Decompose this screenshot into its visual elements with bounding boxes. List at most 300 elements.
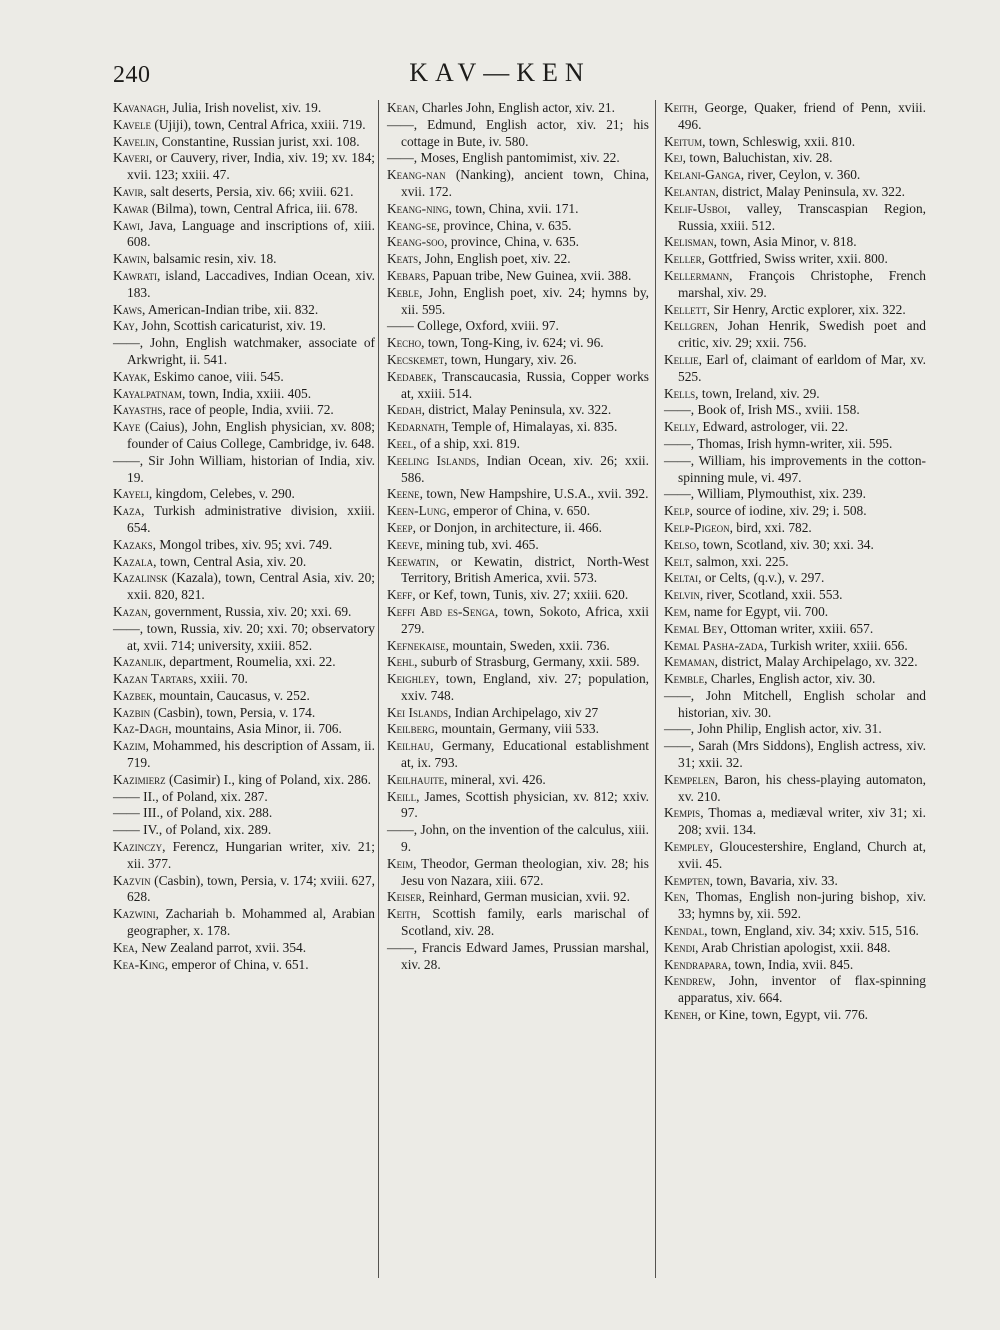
entry-text: (Nanking), ancient town, China, xvii. 172. xyxy=(401,167,649,199)
entry-headword: Kempley xyxy=(664,839,710,855)
index-entry xyxy=(664,638,926,655)
index-entry xyxy=(664,688,926,722)
index-entry xyxy=(387,402,649,419)
index-entry xyxy=(113,386,375,403)
index-entry xyxy=(387,738,649,772)
entry-text: (Casbin), town, Persia, v. 174. xyxy=(150,704,316,720)
entry-headword: Kazbek xyxy=(113,687,153,703)
index-entry xyxy=(664,923,926,940)
entry-text: ——, Moses, English pantomimist, xiv. 22. xyxy=(387,150,620,166)
entry-text: , Charles John, English actor, xiv. 21. xyxy=(415,100,615,115)
entry-headword: Kelp xyxy=(664,503,690,519)
entry-headword: Kazaks xyxy=(113,536,153,552)
index-entry xyxy=(387,721,649,738)
index-entry xyxy=(664,654,926,671)
index-entry xyxy=(113,738,375,772)
entry-text: ——, John Mitchell, English scholar and historian, xiv. 30. xyxy=(664,687,926,720)
index-entry xyxy=(387,117,649,151)
index-entry xyxy=(664,738,926,772)
entry-headword: Kazinczy xyxy=(113,839,163,855)
entry-headword: Kawar xyxy=(113,200,149,216)
entry-text: , balsamic resin, xiv. 18. xyxy=(146,251,277,267)
entry-text: , John, Scottish caricaturist, xiv. 19. xyxy=(134,318,326,334)
entry-headword: Kayeli xyxy=(113,486,149,502)
index-entry xyxy=(664,302,926,319)
entry-headword: Kay xyxy=(113,318,135,334)
entry-text: , district, Malay Archipelago, xv. 322. xyxy=(714,654,918,670)
index-entry xyxy=(664,873,926,890)
index-entry xyxy=(113,486,375,503)
entry-text: ——, Book of, Irish MS., xviii. 158. xyxy=(664,402,860,418)
entry-text: , town, Tong-King, iv. 624; vi. 96. xyxy=(421,335,604,351)
index-entry xyxy=(664,772,926,806)
entry-text: , John, English poet, xiv. 24; hymns by, xii. 595. xyxy=(401,284,649,317)
index-entry xyxy=(664,721,926,738)
entry-headword: Keang-ning xyxy=(387,200,449,216)
index-entry xyxy=(387,251,649,268)
entry-headword: Kendi xyxy=(664,939,696,955)
entry-text: , town, Bavaria, xiv. 33. xyxy=(709,872,838,888)
entry-text: (Bilma), town, Central Africa, iii. 678. xyxy=(148,200,358,216)
entry-text: —— College, Oxford, xviii. 97. xyxy=(387,318,559,334)
index-entry xyxy=(113,184,375,201)
entry-headword: Kendrapara xyxy=(664,956,728,972)
entry-text: , province, China, v. 635. xyxy=(436,217,572,233)
entry-text: —— II., of Poland, xix. 287. xyxy=(113,788,268,804)
entry-text: , island, Laccadives, Indian Ocean, xiv. 183. xyxy=(127,267,375,300)
entry-text: , town, Ireland, xiv. 29. xyxy=(695,385,820,401)
entry-headword: Kazan xyxy=(113,603,148,619)
index-entry xyxy=(387,940,649,974)
entry-text: , Ottoman writer, xxiii. 657. xyxy=(723,620,874,636)
entry-text: , town, England, xiv. 34; xxiv. 515, 516. xyxy=(704,923,919,939)
entry-text: , emperor of China, v. 650. xyxy=(446,503,591,519)
index-entry xyxy=(664,453,926,487)
index-entry xyxy=(113,570,375,604)
entry-text: , Germany, Educational establishment at, ix. 793. xyxy=(401,738,649,771)
entry-headword: Kayak xyxy=(113,368,147,384)
entry-headword: Ken xyxy=(664,889,686,905)
index-column-3 xyxy=(664,100,926,1024)
entry-text: , John, inventor of flax-spinning apparatus, xiv. 664. xyxy=(678,973,926,1006)
entry-text: , mineral, xvi. 426. xyxy=(444,771,546,787)
index-entry xyxy=(113,134,375,151)
entry-text: —— III., of Poland, xix. 288. xyxy=(113,805,273,821)
entry-text: (Kazala), town, Central Asia, xiv. 20; xxii. 820, 821. xyxy=(127,570,375,603)
index-entry xyxy=(664,503,926,520)
index-entry xyxy=(664,957,926,974)
entry-text: , salmon, xxi. 225. xyxy=(689,553,789,569)
index-entry xyxy=(113,369,375,386)
entry-text: , river, Ceylon, v. 360. xyxy=(740,167,861,183)
index-entry xyxy=(387,285,649,319)
entry-headword: Keble xyxy=(387,284,420,300)
entry-headword: Kellgren xyxy=(664,318,715,334)
entry-text: , Constantine, Russian jurist, xxi. 108. xyxy=(155,133,360,149)
entry-headword: Kea-King xyxy=(113,956,165,972)
entry-text: , Thomas, English non-juring bishop, xiv. 33; hymns by, xii. 592. xyxy=(678,889,926,922)
entry-text: , district, Malay Peninsula, xv. 322. xyxy=(421,402,612,418)
index-entry xyxy=(113,251,375,268)
entry-text: ——, Francis Edward James, Prussian marshal, xiv. 28. xyxy=(387,939,649,972)
entry-headword: Kayasths xyxy=(113,402,163,418)
index-entry xyxy=(387,638,649,655)
index-entry xyxy=(664,940,926,957)
entry-headword: Kelly xyxy=(664,419,696,435)
entry-text: , François Christophe, French marshal, xiv. 29. xyxy=(678,267,926,300)
entry-headword: Keith xyxy=(664,100,695,115)
index-entry xyxy=(113,402,375,419)
entry-text: , Charles, English actor, xiv. 30. xyxy=(704,671,876,687)
index-entry xyxy=(113,805,375,822)
entry-text: ——, Sarah (Mrs Siddons), English actress, xiv. 31; xxii. 32. xyxy=(664,738,926,771)
entry-headword: Keilberg xyxy=(387,721,435,737)
entry-headword: Keller xyxy=(664,251,702,267)
index-entry xyxy=(387,906,649,940)
entry-text: , Indian Archipelago, xiv 27 xyxy=(447,704,599,720)
index-entry xyxy=(113,822,375,839)
index-entry xyxy=(664,587,926,604)
entry-headword: Keim xyxy=(387,855,414,871)
entry-text: ——, Thomas, Irish hymn-writer, xii. 595. xyxy=(664,435,893,451)
entry-headword: Kej xyxy=(664,150,683,166)
entry-headword: Kei Islands xyxy=(387,704,448,720)
entry-text: , Arab Christian apologist, xxii. 848. xyxy=(695,939,891,955)
index-entry xyxy=(387,537,649,554)
entry-headword: Keltai xyxy=(664,570,699,586)
entry-text: , Mongol tribes, xiv. 95; xvi. 749. xyxy=(152,536,333,552)
entry-headword: Kaye xyxy=(113,419,141,435)
entry-text: , town, Schleswig, xxii. 810. xyxy=(702,133,856,149)
index-entry xyxy=(387,520,649,537)
entry-headword: Keen-Lung xyxy=(387,503,447,519)
index-entry xyxy=(113,705,375,722)
entry-headword: Keep xyxy=(387,519,413,535)
entry-text: , Julia, Irish novelist, xiv. 19. xyxy=(165,100,322,115)
index-entry xyxy=(664,167,926,184)
entry-text: , or Celts, (q.v.), v. 297. xyxy=(698,570,825,586)
index-entry xyxy=(664,402,926,419)
entry-headword: Keneh xyxy=(664,1007,698,1023)
entry-headword: Kazim xyxy=(113,738,146,754)
index-entry xyxy=(387,369,649,403)
index-entry xyxy=(387,705,649,722)
entry-headword: Kelp-Pigeon xyxy=(664,519,730,535)
entry-headword: Kecho xyxy=(387,335,422,351)
entry-text: , Johan Henrik, Swedish poet and critic, xiv. 29; xxii. 756. xyxy=(678,318,926,351)
index-entry xyxy=(387,671,649,705)
index-entry xyxy=(664,520,926,537)
entry-text: , town, England, xiv. 27; population, xxiv. 748. xyxy=(401,671,649,703)
page-number: 240 xyxy=(113,62,151,88)
index-entry xyxy=(664,150,926,167)
entry-text: , Earl of, claimant of earldom of Mar, xv. 525. xyxy=(678,351,926,384)
entry-headword: Kelt xyxy=(664,553,690,569)
entry-headword: Kempelen xyxy=(664,771,716,787)
entry-headword: Kebars xyxy=(387,267,426,283)
column-rule xyxy=(378,100,379,1278)
entry-headword: Kempis xyxy=(664,805,701,821)
index-entry xyxy=(664,805,926,839)
entry-text: , Turkish administrative division, xxiii. 654. xyxy=(127,503,375,535)
entry-text: , Reinhard, German musician, xvii. 92. xyxy=(421,889,630,905)
index-entry xyxy=(664,134,926,151)
entry-text: , Mohammed, his description of Assam, ii. 719. xyxy=(127,738,375,771)
entry-text: , department, Roumelia, xxi. 22. xyxy=(162,654,336,670)
entry-headword: Kaws xyxy=(113,301,142,317)
index-entry xyxy=(387,268,649,285)
entry-text: , emperor of China, v. 651. xyxy=(164,956,309,972)
index-entry xyxy=(113,940,375,957)
index-entry xyxy=(387,150,649,167)
entry-text: , town, China, xvii. 171. xyxy=(448,200,579,216)
index-entry xyxy=(387,100,649,117)
entry-headword: Kellett xyxy=(664,301,707,317)
index-entry xyxy=(664,386,926,403)
entry-text: ——, town, Russia, xiv. 20; xxi. 70; observatory at, xvii. 714; university, xxiii. 852. xyxy=(113,620,375,653)
entry-headword: Kelisman xyxy=(664,234,714,250)
index-entry xyxy=(113,503,375,537)
entry-headword: Kazimierz xyxy=(113,771,166,787)
entry-text: , George, Quaker, friend of Penn, xviii. 496. xyxy=(678,100,926,132)
index-entry xyxy=(664,318,926,352)
entry-headword: Kazwini xyxy=(113,906,156,922)
entry-text: , province, China, v. 635. xyxy=(444,234,580,250)
entry-headword: Keiser xyxy=(387,889,422,905)
index-entry xyxy=(113,671,375,688)
index-entry xyxy=(664,352,926,386)
index-entry xyxy=(113,654,375,671)
entry-headword: Kea xyxy=(113,939,135,955)
index-entry xyxy=(664,973,926,1007)
entry-headword: Keilhauite xyxy=(387,771,445,787)
index-entry xyxy=(664,100,926,134)
entry-text: , mountain, Caucasus, v. 252. xyxy=(152,687,310,703)
index-column-2 xyxy=(387,100,649,973)
index-entry xyxy=(113,839,375,873)
entry-headword: Keang-nan xyxy=(387,167,446,183)
entry-text: , town, India, xxiii. 405. xyxy=(182,385,312,401)
index-entry xyxy=(387,352,649,369)
index-entry xyxy=(113,537,375,554)
index-entry xyxy=(664,184,926,201)
entry-headword: Kendal xyxy=(664,923,705,939)
entry-text: , district, Malay Peninsula, xv. 322. xyxy=(715,183,906,199)
entry-headword: Keeve xyxy=(387,536,420,552)
entry-text: , Baron, his chess-playing automaton, xv. 210. xyxy=(678,771,926,804)
entry-text: , river, Scotland, xxii. 553. xyxy=(699,587,843,603)
entry-text: , Turkish writer, xxiii. 656. xyxy=(763,637,908,653)
index-entry xyxy=(113,453,375,487)
index-entry xyxy=(664,268,926,302)
entry-text: ——, John Philip, English actor, xiv. 31. xyxy=(664,721,882,737)
index-entry xyxy=(113,419,375,453)
index-entry xyxy=(387,436,649,453)
entry-headword: Kavele xyxy=(113,116,152,132)
index-entry xyxy=(664,537,926,554)
entry-headword: Kavanagh xyxy=(113,100,166,115)
index-entry xyxy=(113,789,375,806)
index-entry xyxy=(113,873,375,907)
index-entry xyxy=(387,503,649,520)
entry-headword: Kayalpatnam xyxy=(113,385,183,401)
entry-headword: Kelso xyxy=(664,536,697,552)
entry-headword: Kavelin xyxy=(113,133,156,149)
entry-text: , New Zealand parrot, xvii. 354. xyxy=(134,939,307,955)
entry-text: , Thomas a, mediæval writer, xiv 31; xi. 208; xvii. 134. xyxy=(678,805,926,838)
entry-text: , town, Scotland, xiv. 30; xxi. 34. xyxy=(696,536,874,552)
page-header xyxy=(0,58,1000,96)
index-entry xyxy=(387,856,649,890)
entry-headword: Kendrew xyxy=(664,973,713,989)
entry-text: (Caius), John, English physician, xv. 808; founder of Caius College, Cambridge, iv. 648. xyxy=(127,419,375,451)
entry-headword: Keang-soo xyxy=(387,234,445,250)
entry-text: (Casimir) I., king of Poland, xix. 286. xyxy=(165,771,371,787)
index-entry xyxy=(113,688,375,705)
entry-headword: Kehl xyxy=(387,654,415,670)
entry-text: , American-Indian tribe, xii. 832. xyxy=(141,301,319,317)
entry-text: , John, English poet, xiv. 22. xyxy=(418,251,571,267)
entry-headword: Kaza xyxy=(113,503,142,519)
entry-text: , mining tub, xvi. 465. xyxy=(419,536,539,552)
index-entry xyxy=(664,486,926,503)
entry-text: , race of people, India, xviii. 72. xyxy=(162,402,334,418)
index-entry xyxy=(387,772,649,789)
entry-headword: Keith xyxy=(387,906,418,922)
index-entry xyxy=(664,436,926,453)
index-column-1 xyxy=(113,100,375,973)
entry-headword: Kempten xyxy=(664,872,710,888)
entry-headword: Keffi Abd es-Senga xyxy=(387,603,495,619)
entry-text: , Edward, astrologer, vii. 22. xyxy=(695,419,849,435)
entry-text: , kingdom, Celebes, v. 290. xyxy=(148,486,295,502)
index-entry xyxy=(387,654,649,671)
index-entry xyxy=(113,772,375,789)
entry-headword: Keats xyxy=(387,251,419,267)
entry-text: ——, Edmund, English actor, xiv. 21; his cottage in Bute, iv. 580. xyxy=(387,116,649,149)
entry-headword: Kemal Pasha-zada xyxy=(664,637,764,653)
index-entry xyxy=(113,218,375,252)
entry-headword: Kells xyxy=(664,385,696,401)
index-entry xyxy=(113,100,375,117)
entry-text: , town, Sokoto, Africa, xxii 279. xyxy=(401,603,649,636)
index-entry xyxy=(387,201,649,218)
entry-headword: Kecskemet xyxy=(387,351,445,367)
entry-headword: Keighley xyxy=(387,671,436,687)
entry-text: , suburb of Strasburg, Germany, xxii. 589. xyxy=(414,654,640,670)
entry-headword: Kavir xyxy=(113,183,144,199)
index-entry xyxy=(387,419,649,436)
index-entry xyxy=(387,554,649,588)
entry-headword: Keene xyxy=(387,486,420,502)
entry-headword: Kemal Bey xyxy=(664,620,724,636)
entry-headword: Kawi xyxy=(113,217,140,233)
entry-headword: Kemaman xyxy=(664,654,715,670)
index-entry xyxy=(113,621,375,655)
entry-headword: Keff xyxy=(387,587,413,603)
entry-text: , source of iodine, xiv. 29; i. 508. xyxy=(689,503,867,519)
entry-text: , mountains, Asia Minor, ii. 706. xyxy=(168,721,342,737)
entry-text: , town, Asia Minor, v. 818. xyxy=(713,234,857,250)
entry-text: , valley, Transcaspian Region, Russia, xxiii. 512. xyxy=(678,200,926,233)
entry-text: , or Cauvery, river, India, xiv. 19; xv. 184; xvii. 123; xxiii. 47. xyxy=(127,150,375,183)
index-entry xyxy=(664,554,926,571)
entry-headword: Kazalinsk xyxy=(113,570,168,586)
entry-text: , Gloucestershire, England, Church at, xvii. 45. xyxy=(678,839,926,871)
entry-text: , or Donjon, in architecture, ii. 466. xyxy=(412,519,602,535)
index-entry xyxy=(113,335,375,369)
entry-text: , Temple of, Himalayas, xi. 835. xyxy=(445,419,618,435)
entry-headword: Keill xyxy=(387,788,417,804)
entry-headword: Kelvin xyxy=(664,587,700,603)
entry-text: (Ujiji), town, Central Africa, xxiii. 719. xyxy=(151,116,366,132)
entry-text: , town, Central Asia, xiv. 20. xyxy=(153,553,307,569)
entry-headword: Kem xyxy=(664,603,688,619)
entry-text: , town, India, xvii. 845. xyxy=(727,956,854,972)
entry-text: , Indian Ocean, xiv. 26; xxii. 586. xyxy=(401,452,649,485)
entry-headword: Kaveri xyxy=(113,150,150,166)
column-rule xyxy=(655,100,656,1278)
entry-headword: Kazvin xyxy=(113,872,151,888)
index-entry xyxy=(113,268,375,302)
index-entry xyxy=(387,218,649,235)
index-entry xyxy=(664,419,926,436)
index-entry xyxy=(113,957,375,974)
entry-text: , xxiii. 70. xyxy=(193,671,248,687)
entry-text: , Theodor, German theologian, xiv. 28; his Jesu von Nazara, xiii. 672. xyxy=(401,855,649,888)
entry-headword: Kemble xyxy=(664,671,705,687)
entry-text: , mountain, Germany, viii 533. xyxy=(434,721,599,737)
entry-headword: Kellie xyxy=(664,351,699,367)
entry-headword: Kazanlik xyxy=(113,654,163,670)
entry-headword: Kawrati xyxy=(113,267,157,283)
index-entry xyxy=(113,117,375,134)
entry-headword: Kawin xyxy=(113,251,147,267)
entry-text: , Java, Language and inscriptions of, xiii. 608. xyxy=(127,217,375,250)
entry-text: , James, Scottish physician, xv. 812; xxiv. 97. xyxy=(401,788,649,821)
entry-text: , town, Hungary, xiv. 26. xyxy=(444,351,577,367)
index-entry xyxy=(387,822,649,856)
index-entry xyxy=(387,789,649,823)
entry-headword: Kazbin xyxy=(113,704,151,720)
entry-text: , Gottfried, Swiss writer, xxii. 800. xyxy=(701,251,888,267)
index-entry xyxy=(387,486,649,503)
entry-text: , of a ship, xxi. 819. xyxy=(413,435,520,451)
entry-text: ——, John, on the invention of the calculus, xiii. 9. xyxy=(387,822,649,855)
entry-headword: Keitum xyxy=(664,133,703,149)
entry-text: , government, Russia, xiv. 20; xxi. 69. xyxy=(147,603,352,619)
entry-headword: Kelantan xyxy=(664,183,716,199)
entry-headword: Kedabek xyxy=(387,368,434,384)
entry-text: , salt deserts, Persia, xiv. 66; xviii. 621. xyxy=(143,183,354,199)
running-head: KAV—KEN xyxy=(409,58,591,87)
entry-text: , Papuan tribe, New Guinea, xvii. 388. xyxy=(425,267,632,283)
entry-headword: Kedah xyxy=(387,402,422,418)
entry-headword: Keel xyxy=(387,435,414,451)
entry-text: , Sir Henry, Arctic explorer, xix. 322. xyxy=(706,301,906,317)
entry-text: , Transcaucasia, Russia, Copper works at, xxiii. 514. xyxy=(401,368,649,401)
index-entry xyxy=(664,201,926,235)
entry-text: , Scottish family, earls marischal of Scotland, xiv. 28. xyxy=(401,906,649,939)
entry-headword: Keang-se xyxy=(387,217,437,233)
index-entry xyxy=(387,604,649,638)
index-entry xyxy=(387,318,649,335)
entry-headword: Kean xyxy=(387,100,416,115)
index-entry xyxy=(664,671,926,688)
entry-text: ——, John, English watchmaker, associate of Arkwright, ii. 541. xyxy=(113,335,375,367)
index-entry xyxy=(387,587,649,604)
entry-text: , mountain, Sweden, xxii. 736. xyxy=(445,637,610,653)
